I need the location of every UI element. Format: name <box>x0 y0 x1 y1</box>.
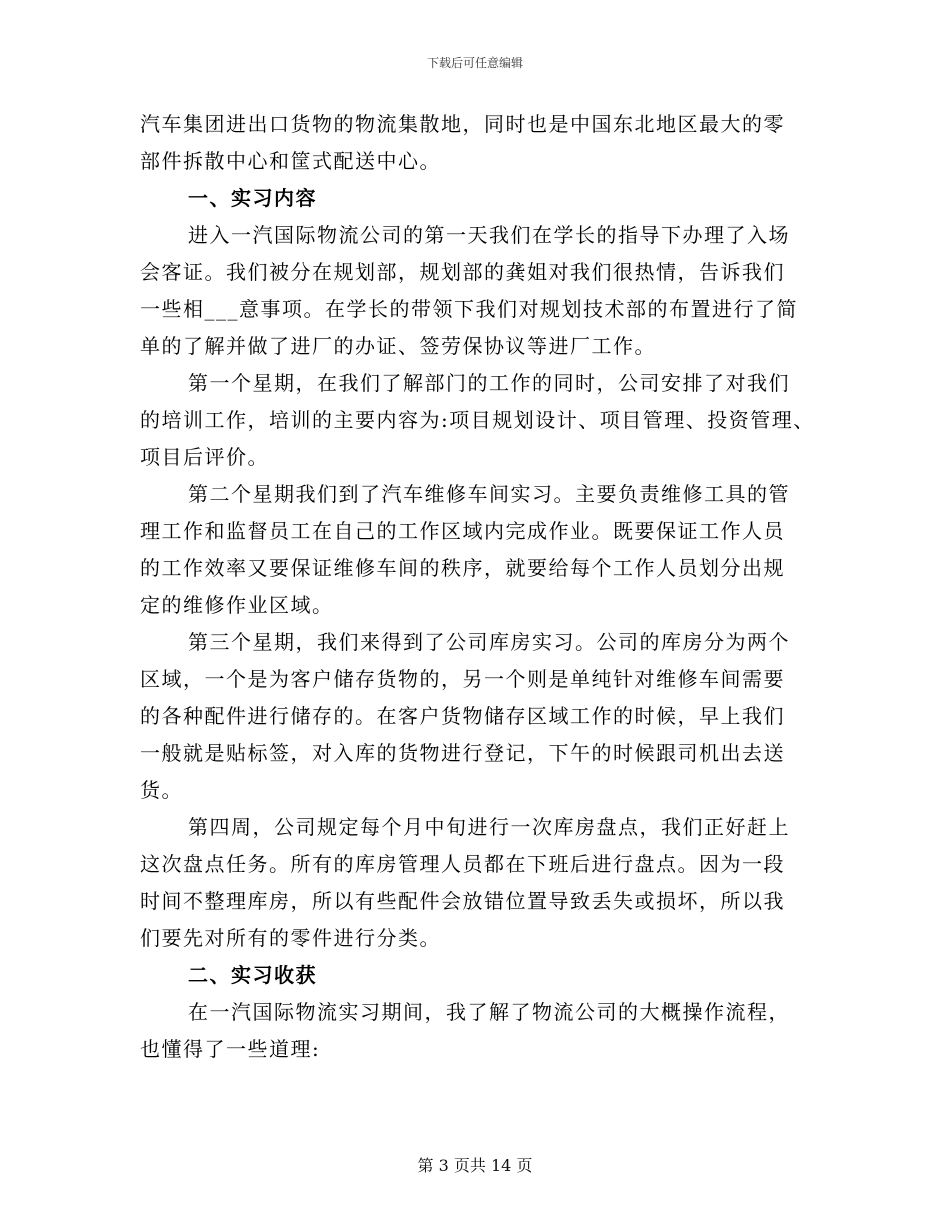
text-line: 会客证。我们被分在规划部，规划部的龚姐对我们很热情，告诉我们 <box>140 260 785 284</box>
text-line: 进入一汽国际物流公司的第一天我们在学长的指导下办理了入场 <box>188 223 790 247</box>
heading-text: 一、实习内容 <box>188 186 317 210</box>
text-line: 项目后评价。 <box>140 445 269 469</box>
text-line: 时间不整理库房，所以有些配件会放错位置导致丢失或损坏，所以我 <box>140 889 785 913</box>
paragraph-continuation <box>140 106 820 180</box>
section-heading-1 <box>140 180 820 217</box>
paragraph-first-day <box>140 217 820 365</box>
paragraph-week-three <box>140 624 820 809</box>
page-number: 第 3 页共 14 页 <box>417 1156 533 1175</box>
text-line: 的各种配件进行储存的。在客户货物储存区域工作的时候，早上我们 <box>140 704 785 728</box>
text-line: 也懂得了一些道理: <box>140 1037 321 1061</box>
text-line: 单的了解并做了进厂的办证、签劳保协议等进厂工作。 <box>140 334 656 358</box>
text-line: 区域，一个是为客户储存货物的，另一个则是单纯针对维修车间需要 <box>140 667 785 691</box>
text-line: 第四周，公司规定每个月中旬进行一次库房盘点，我们正好赶上 <box>188 815 790 839</box>
paragraph-gains <box>140 994 820 1068</box>
text-line: 的培训工作，培训的主要内容为:项目规划设计、项目管理、投资管理、 <box>140 408 815 432</box>
text-line: 们要先对所有的零件进行分类。 <box>140 926 441 950</box>
text-line: 部件拆散中心和筐式配送中心。 <box>140 149 441 173</box>
page-header: 下载后可任意编辑 <box>426 56 523 70</box>
text-line: 定的维修作业区域。 <box>140 593 334 617</box>
text-line: 第二个星期我们到了汽车维修车间实习。主要负责维修工具的管 <box>188 482 790 506</box>
section-heading-2 <box>140 957 820 994</box>
document-body <box>140 106 820 1068</box>
text-line: 在一汽国际物流实习期间，我了解了物流公司的大概操作流程， <box>188 1000 790 1024</box>
text-line: 理工作和监督员工在自己的工作区域内完成作业。既要保证工作人员 <box>140 519 785 543</box>
heading-text: 二、实习收获 <box>188 963 317 987</box>
paragraph-week-one <box>140 365 820 476</box>
text-line: 货。 <box>140 778 183 802</box>
text-line: 的工作效率又要保证维修车间的秩序，就要给每个工作人员划分出规 <box>140 556 785 580</box>
paragraph-week-two <box>140 476 820 624</box>
text-line: 这次盘点任务。所有的库房管理人员都在下班后进行盘点。因为一段 <box>140 852 785 876</box>
text-line: 一般就是贴标签，对入库的货物进行登记，下午的时候跟司机出去送 <box>140 741 785 765</box>
text-line: 第三个星期，我们来得到了公司库房实习。公司的库房分为两个 <box>188 630 790 654</box>
text-line: 一些相___意事项。在学长的带领下我们对规划技术部的布置进行了简 <box>140 297 798 321</box>
text-line: 汽车集团进出口货物的物流集散地，同时也是中国东北地区最大的零 <box>140 112 785 136</box>
text-line: 第一个星期，在我们了解部门的工作的同时，公司安排了对我们 <box>188 371 790 395</box>
paragraph-week-four <box>140 809 820 957</box>
